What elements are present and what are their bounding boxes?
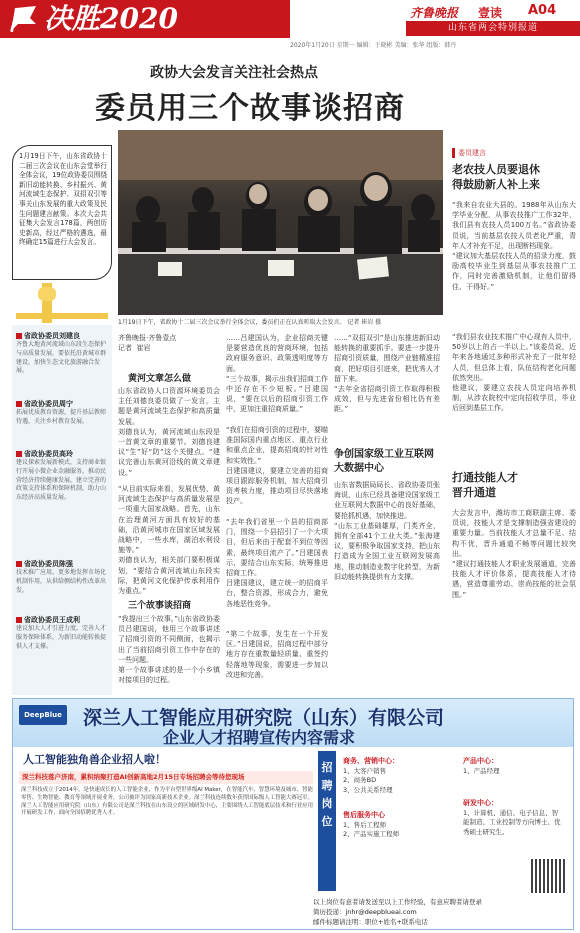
story-headline: 委员用三个故事谈招商 [95,91,405,126]
sidebar-item-body: 拓展优质教育资源，提升基层教师待遇，关注乡村教育发展。 [16,409,107,425]
subhead-three-stories: 三个故事谈招商 [128,601,192,611]
sidebar-item-title: 省政协委员周宁 [16,399,110,409]
position: 3、公共关系经理 [343,785,393,794]
deepblue-logo: DeepBlue [19,705,67,725]
ad-hot-line: 深兰科技落户济南，累积纳聚打造AI创新高地2月15日专场招聘会等待您现场 [19,771,313,784]
page-number: A04 [528,3,557,18]
sidebar-item-body: 齐鲁大地黄河流域山东段生态保护与高质量发展，要依托沿黄城市群建设，加快生态文化旅游融合发展。 [16,341,107,375]
ad-subtitle: 企业人才招聘宣传内容需求 [163,728,356,747]
ad-foot-line: 以上岗位有意者请发送至以上工作经验，有意应聘者请登录 [313,898,482,906]
column-name: 壹读 [478,6,503,20]
recruit-positions-tag: 招聘岗位 [318,751,336,891]
sidebar-item-title: 省政协委员刘建良 [16,331,110,341]
dept-title: 研发中心： [463,799,498,807]
flag-icon [6,4,40,34]
dept-title: 商务、营销中心： [343,757,399,765]
article-paragraph: 大会发言中，潍坊市工商联副主席、委员说，技能人才是支撑制造强省建设的重要力量。当前技能人才总量不足、结构不优，晋升通道不畅等问题比较突出。 “建议打通技能人才职业发展通道，完善技能人才评价体系，提高技能人才待遇，营造尊重劳动、崇尚技能的社会氛围。” [452,509,576,599]
ad-body-text: 深兰科技成立于2014年，是快速成长的人工智能企业，作为平台型世界级AI Maker，在智能汽车、智慧环境及城市、智能零售、生物智能、教育等领域开展业务，公司被评为国家高新技术企业。深兰科技连续数年获得国际级人工智能大赛冠军。深兰人工智能应用研究院（山东）有限公司是深兰科技在山东设立的区域研发中心，主要围绕人工智能底层技术和行业应用开展研发工作，面向全国招聘优秀人才。 [21,787,313,817]
intro-text: 1月19日下午，山东省政协十二届三次会议在山东会堂举行全体会议，19位政协委员围绕新旧动能转换、乡村振兴、黄河流域生态保护、双招双引等事关山东发展的重大政策及民生问题建言献策。本次大会共征集大会发言178篇，两创历史新高，经过严格的遴选，最终确定15篇进行大会发言。 [19,152,107,247]
article-paragraph: “我提出三个故事。”山东省政协委员吕建国说，他用三个故事讲述了招商引资的不同侧面，也揭示出了当前招商引资工作中存在的一些问题。 第一个故事讲述的是一个小乡镇对接项目的过程。 [118,615,220,685]
article-paragraph: ……吕建国认为，企业招商关键是要营造优良的营商环境，包括政府服务意识、政策透明度等方面。 “三个故事，揭示出我们招商工作中还存在不少短板。”吕建国说，“要在以后的招商引资工作中，更加注重招商质量。” [226,334,328,414]
subhead-industrial-internet: 争创国家级工业互联网大数据中心 [334,449,434,474]
position: 1、计算机、通信、电子信息、智能制造、工业控制等方向博士、优秀硕士研究生。 [463,808,561,836]
subhead-yellow-river: 黄河文章怎么做 [128,374,192,384]
section-banner: 山东省两会特别报道 [406,21,580,36]
position: 1、产品经理 [463,766,500,775]
sidebar-item [16,399,110,427]
article-paragraph: 山东省政协人口资源环境委员会主任刘德良委员做了一发言，主题是黄河流域生态保护和高质量发展。 刘德良认为，黄河流域山东段是一首黄文章的重要节。刘德良建议“生”好“防”这个关键点。“建议完善山东黄河沿线的黄文章建设。” [118,387,220,477]
page-header [0,0,580,49]
paper-name: 齐鲁晚报 [410,6,459,20]
ad-foot-line: 邮件标题请注明：职位+姓名+联系电话 [313,918,428,926]
dept-title: 售后服务中心 [343,811,385,819]
sidebar-item [16,615,110,651]
position: 2、产品实施工程师 [343,830,400,838]
dateline: 2020年1月20日 星期一 编辑：于晓彬 美编：张华 组版：韩丹 [290,42,457,49]
sidebar-item-body: 技术推广应用，更多地发挥市场化机制作用，从供给侧结构性改革出发。 [16,569,107,594]
ad-company-title: 深兰人工智能应用研究院（山东）有限公司 [83,707,445,729]
intro-box [12,145,112,280]
ad-dept-sales [343,757,453,795]
sidebar-item-title: 省政协委员高玲 [16,449,110,459]
sidebar-item-body: 建议加大人才引进力度，完善人才服务保障体系，为新旧动能转换提供人才支撑。 [16,625,107,650]
left-sidebar [12,325,112,695]
sidebar-item [16,559,110,595]
masthead [410,4,575,22]
photo-illustration [118,130,443,315]
ad-footer [313,897,568,927]
microphone-icon [12,283,112,323]
ad-dept-rnd [463,799,563,837]
position: 1、售后工程师 [343,820,387,829]
ad-body [21,787,313,818]
opinion-tag: 委员建言 [452,148,486,158]
conference-photo [118,130,443,315]
article-paragraph: ……“双招双引”是山东推进新旧动能转换的重要抓手。要进一步提升招商引资质量，围绕产业链精准招商，把好项目引进来，把优秀人才留下来。 “去年全省招商引资工作取得积极成效，但与先进省份相比仍有差距。” [334,334,440,414]
byline: 齐鲁晚报·齐鲁壹点 记者 崔岩 [118,334,177,352]
article-paragraph: 山东省数据局局长、省政协委员张海说，山东已经具备建设国家级工业互联网大数据中心的良好基础，要抢抓机遇，加快推进。 “山东工业基础雄厚，门类齐全，拥有全部41个工业大类。”张海建议，要积极争取国家支持，把山东打造成为全国工业互联网发展高地，推动制造业数字化转型，为新旧动能转换提供有力支撑。 [334,481,440,581]
position: 1、大客户销售 [343,766,387,775]
article-paragraph: “第二个故事，发生在一个开发区。”吕建国说，招商过程中部分地方存在重数量轻质量、重签约轻落地等现象，需要进一步加以改进和完善。 [226,630,328,679]
position: 2、商务BD [343,776,377,784]
article-paragraph: “从目前实际来看，发展优势，黄河流域生态保护与高质量发展是一项重大国家战略。首先，山东在治理黄河方面具有较好的基础，沿黄河城市在国家区域发展战略中，一些水库，湖泊水利设施等。” 刘德良认为，相关部门要积极谋划，“要结合黄河流域山东段实际，把黄河文化保护传承利用作为重点。” [118,485,220,596]
right-headline-2: 打通技能人才 晋升通道 [452,471,518,499]
ad-dept-service [343,811,453,840]
sidebar-item [16,449,110,503]
dept-title: 产品中心： [463,757,498,765]
sidebar-item-title: 省政协委员王成利 [16,615,110,625]
article-paragraph: “我们县农业技术推广中心现有人员中，50岁以上的占一半以上。”该委员说，近年来各地通过多种形式补充了一批年轻人员，但总体上看，队伍结构老化问题依然突出。 他建议，要建立农技人员定向培养机制，从涉农院校中定向招收学员，毕业后回到基层工作。 [452,333,576,413]
header-slogan: 决胜2020 [44,2,178,35]
sidebar-item [16,331,110,376]
article-paragraph: “我们在招商引资的过程中，要瞄准国际国内重点地区、重点行业和重点企业，提高招商的针对性和实效性。” 吕建国建议，要建立完善的招商项目跟踪服务机制，加大招商引资考核力度，推动项目尽快落地投产。 [226,426,328,506]
qr-code-icon [531,859,565,893]
right-headline-1: 老农技人员要退休 得鼓励新人补上来 [452,163,540,191]
photo-caption: 1月19日下午，省政协十二届三次会议举行全体会议，委员们正在认真听取大会发言。 记者 崔岩 摄 [118,319,382,326]
recruitment-ad [12,698,574,930]
ad-dept-product [463,757,563,776]
ad-email: 简历投递：jnhr@deepblueai.com [313,908,417,916]
sidebar-item-title: 省政协委员陈强 [16,559,110,569]
article-paragraph: “我来自农业大县的。1988年从山东大学毕业分配，从事农技推广工作32年，我们县有农技人员100万名。”省政协委员说，当前基层农技人员老化严重，青年人才补充不足，出现断档现象。 “建议加大基层农技人员的招录力度，鼓励高校毕业生到基层从事农技推广工作，同时完善激励机制，让他们留得住、干得好。” [452,201,576,291]
story-kicker: 政协大会发言关注社会热点 [150,65,318,81]
sidebar-item-body: 建议探索发展新模式，支持商业银行开展小微企业金融服务，推动民营经济持续健康发展，建立完善的政策支持体系和保障机制，助力山东经济高质量发展。 [16,459,107,502]
ad-slogan: 人工智能独角兽企业招人啦！ [23,753,166,766]
article-paragraph: “去年我们省里一个县的招商部门，围绕一个县招引了一个大项目，但后来由于配套不到位等因素，最终项目流产了。”吕建国表示，要结合山东实际，统筹推进招商工作。 吕建国建议，建立统一的招商平台，整合资源，形成合力，避免各地恶性竞争。 [226,518,328,608]
